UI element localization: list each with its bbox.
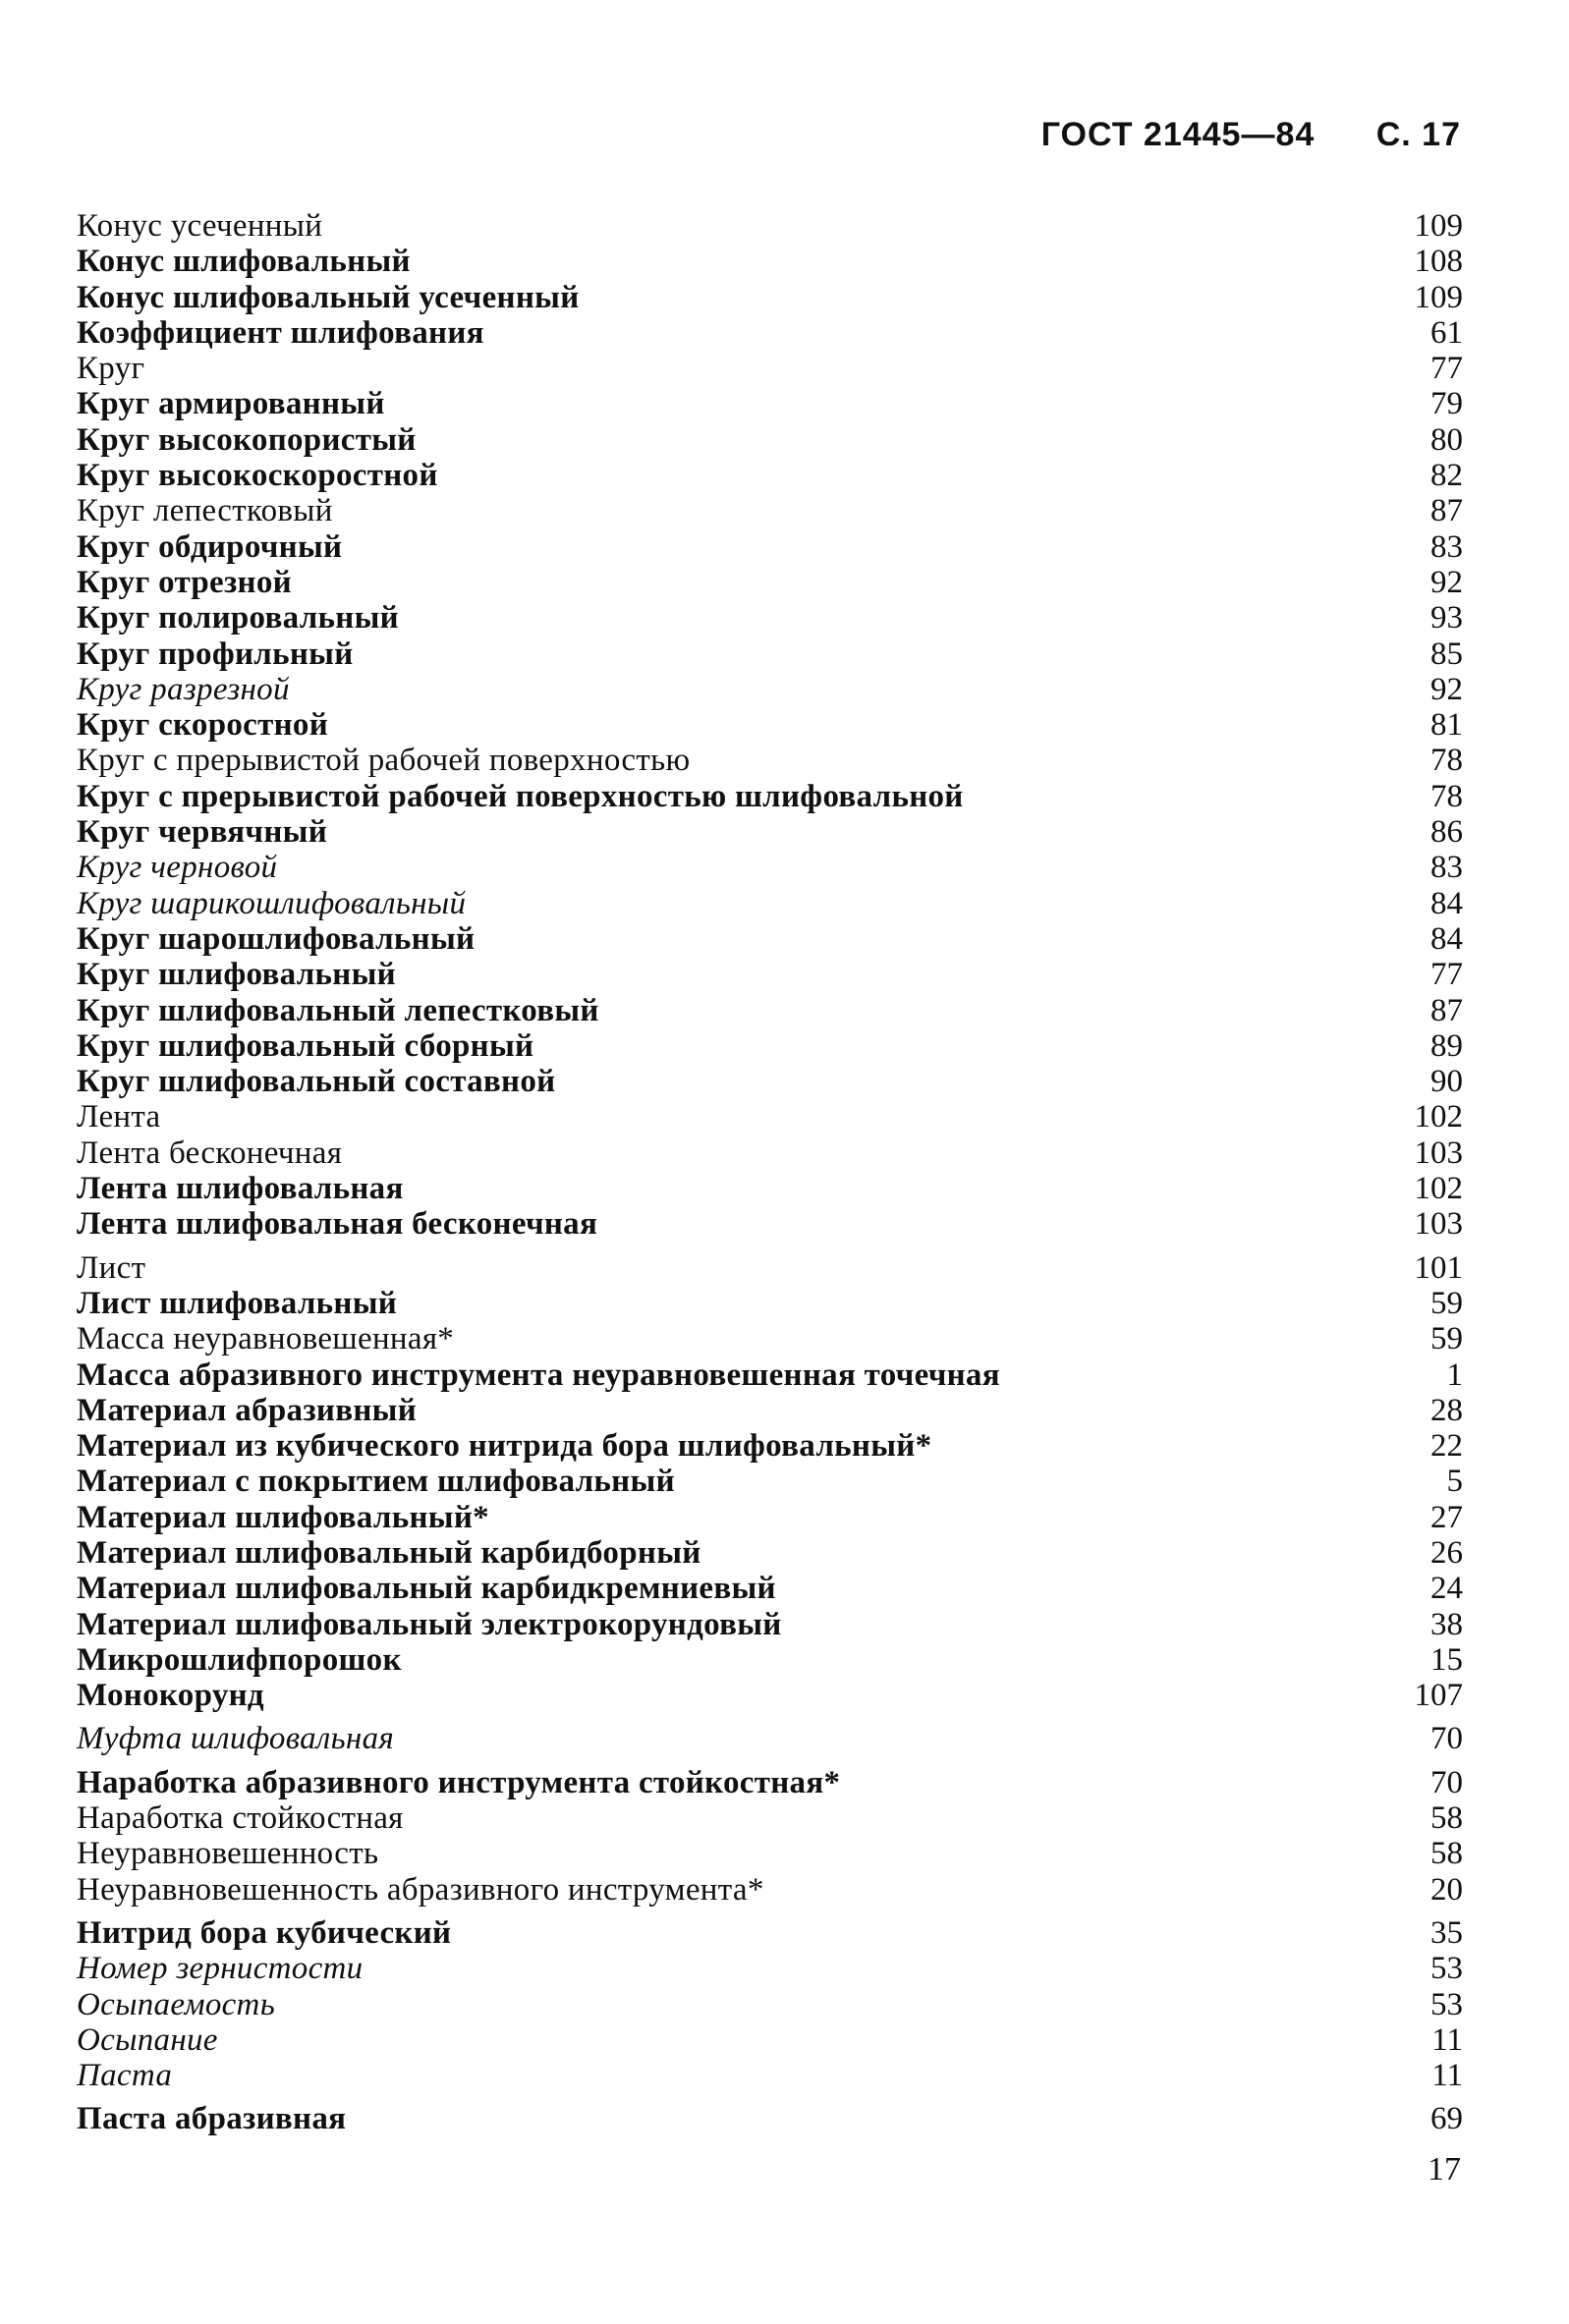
index-term: Материал шлифовальный электрокорундовый — [77, 1606, 782, 1642]
index-entry — [77, 2058, 1463, 2093]
index-page-ref: 87 — [1430, 992, 1463, 1028]
index-page-ref: 77 — [1430, 351, 1463, 387]
index-page-ref: 92 — [1430, 671, 1463, 707]
index-term: Материал шлифовальный* — [77, 1499, 489, 1535]
index-entry — [77, 957, 1463, 992]
index-page-ref: 109 — [1414, 279, 1463, 315]
index-term: Лента бесконечная — [77, 1134, 343, 1171]
index-entry — [77, 244, 1463, 279]
index-entry — [77, 2022, 1463, 2058]
index-page-ref: 83 — [1430, 528, 1463, 565]
index-term: Круг высокопористый — [77, 421, 417, 458]
index-entry — [77, 351, 1463, 386]
index-entry — [77, 1464, 1463, 1499]
index-page-ref: 86 — [1430, 814, 1463, 851]
index-term: Лист — [77, 1249, 146, 1286]
index-page-ref: 90 — [1430, 1064, 1463, 1100]
index-entry — [77, 850, 1463, 885]
index-term: Круг шлифовальный лепестковый — [77, 992, 599, 1028]
index-entry — [77, 1800, 1463, 1836]
index-entry — [77, 1500, 1463, 1535]
standard-code: ГОСТ 21445—84 — [1040, 116, 1316, 153]
index-page-ref: 78 — [1430, 778, 1463, 814]
index-term: Муфта шлифовальная — [77, 1721, 395, 1757]
index-term: Коэффициент шлифования — [77, 314, 484, 351]
index-term: Круг армированный — [77, 386, 385, 422]
index-entry — [77, 1321, 1463, 1356]
index-term: Монокорунд — [77, 1678, 264, 1714]
index-term: Материал из кубического нитрида бора шлифовальный* — [77, 1428, 932, 1465]
index-term: Номер зернистости — [77, 1951, 364, 1987]
index-page-ref: 107 — [1414, 1678, 1463, 1714]
index-page-ref: 38 — [1430, 1606, 1463, 1642]
index-entry — [77, 1765, 1463, 1800]
index-term: Неуравновешенность абразивного инструмента* — [77, 1871, 764, 1908]
index-term: Масса абразивного инструмента неуравновешенная точечная — [77, 1356, 1000, 1393]
index-entry — [77, 600, 1463, 636]
index-page-ref: 93 — [1430, 600, 1463, 636]
index-entry — [77, 993, 1463, 1028]
index-term: Круг червячный — [77, 814, 328, 851]
index-page-ref: 109 — [1414, 208, 1463, 244]
index-entry — [77, 1171, 1463, 1206]
index-entry — [77, 1642, 1463, 1678]
index-term: Круг — [77, 351, 145, 387]
index-page-ref: 58 — [1430, 1800, 1463, 1837]
index-page-ref: 92 — [1430, 564, 1463, 600]
index-page-ref: 61 — [1430, 314, 1463, 351]
index-entry — [77, 458, 1463, 493]
index-page-ref: 58 — [1430, 1836, 1463, 1872]
index-entry — [77, 1250, 1463, 1286]
index-page-ref: 70 — [1430, 1764, 1463, 1800]
index-page-ref: 108 — [1414, 244, 1463, 280]
index-page-ref: 103 — [1414, 1134, 1463, 1171]
index-entry — [77, 1099, 1463, 1134]
index-entry — [77, 1028, 1463, 1064]
index-page-ref: 101 — [1414, 1249, 1463, 1286]
index-page-ref: 20 — [1430, 1871, 1463, 1908]
index-entry — [77, 280, 1463, 315]
index-term: Лист шлифовальный — [77, 1285, 398, 1321]
index-page-ref: 78 — [1430, 743, 1463, 779]
index-page-ref: 26 — [1430, 1534, 1463, 1571]
index-entry — [77, 1987, 1463, 2022]
index-term: Материал с покрытием шлифовальный — [77, 1464, 675, 1500]
index-term: Неуравновешенность — [77, 1836, 379, 1872]
header-page-number: С. 17 — [1375, 116, 1461, 153]
index-page-ref: 103 — [1414, 1206, 1463, 1243]
index-term: Наработка абразивного инструмента стойкостная* — [77, 1764, 841, 1800]
index-term: Круг с прерывистой рабочей поверхностью — [77, 743, 691, 779]
index-entry — [77, 886, 1463, 921]
index-term: Круг профильный — [77, 636, 354, 672]
index-entry — [77, 565, 1463, 600]
index-entry — [77, 1393, 1463, 1428]
index-entry — [77, 1915, 1463, 1951]
index-term: Наработка стойкостная — [77, 1800, 404, 1837]
index-page-ref: 77 — [1430, 957, 1463, 993]
index-entry — [77, 1206, 1463, 1242]
index-entry — [77, 1064, 1463, 1099]
index-term: Лента — [77, 1099, 161, 1135]
index-entry — [77, 636, 1463, 672]
index-term: Круг скоростной — [77, 707, 329, 744]
index-entry — [77, 1535, 1463, 1571]
index-page-ref: 70 — [1430, 1721, 1463, 1757]
index-term: Материал абразивный — [77, 1392, 418, 1428]
index-entry — [77, 1286, 1463, 1321]
index-page-ref: 35 — [1430, 1914, 1463, 1951]
index-entry — [77, 743, 1463, 778]
index-term: Круг шарикошлифовальный — [77, 885, 467, 921]
index-page-ref: 28 — [1430, 1392, 1463, 1428]
index-page-ref: 59 — [1430, 1321, 1463, 1357]
index-term: Круг с прерывистой рабочей поверхностью шлифовальной — [77, 778, 964, 814]
index-page-ref: 69 — [1430, 2101, 1463, 2137]
index-page-ref: 24 — [1430, 1571, 1463, 1607]
index-term: Лента шлифовальная бесконечная — [77, 1206, 598, 1243]
index-entry — [77, 1571, 1463, 1606]
index-entry — [77, 1951, 1463, 1986]
index-term: Масса неуравновешенная* — [77, 1321, 455, 1357]
index-term: Круг шлифовальный составной — [77, 1064, 556, 1100]
index-page-ref: 5 — [1446, 1464, 1463, 1500]
index-page-ref: 11 — [1431, 2021, 1463, 2058]
index-page-ref: 22 — [1430, 1428, 1463, 1465]
index-page-ref: 87 — [1430, 493, 1463, 529]
index-term: Конус усеченный — [77, 208, 323, 244]
index-page-ref: 85 — [1430, 636, 1463, 672]
index-entry — [77, 1607, 1463, 1642]
index-entry — [77, 529, 1463, 565]
index-term: Круг разрезной — [77, 671, 290, 707]
index-page-ref: 1 — [1446, 1356, 1463, 1393]
index-term: Круг отрезной — [77, 564, 292, 600]
index-entry — [77, 422, 1463, 458]
index-page-ref: 11 — [1431, 2058, 1463, 2094]
index-page-ref: 53 — [1430, 1951, 1463, 1987]
index-term: Круг шлифовальный сборный — [77, 1027, 534, 1064]
index-term: Круг полировальный — [77, 600, 399, 636]
index-term: Микрошлифпорошок — [77, 1641, 402, 1678]
index-entry — [77, 1678, 1463, 1713]
index-term: Лента шлифовальная — [77, 1171, 404, 1207]
index-entry — [77, 672, 1463, 707]
index-entry — [77, 814, 1463, 850]
index-page-ref: 59 — [1430, 1285, 1463, 1321]
index-term: Круг шлифовальный — [77, 957, 396, 993]
index-entry — [77, 1428, 1463, 1464]
index-page-ref: 84 — [1430, 920, 1463, 957]
index-entry — [77, 1721, 1463, 1756]
index-entry — [77, 707, 1463, 743]
index-page-ref: 89 — [1430, 1027, 1463, 1064]
index-page-ref: 15 — [1430, 1641, 1463, 1678]
index-entry — [77, 779, 1463, 814]
index-term: Круг высокоскоростной — [77, 458, 438, 494]
index-entry — [77, 493, 1463, 528]
index-entry — [77, 1357, 1463, 1393]
index-page-ref: 27 — [1430, 1499, 1463, 1535]
index-term: Круг шарошлифовальный — [77, 920, 476, 957]
index-page-ref: 53 — [1430, 1986, 1463, 2022]
index-entry — [77, 2101, 1463, 2136]
index-term: Нитрид бора кубический — [77, 1914, 452, 1951]
index-entry — [77, 1872, 1463, 1908]
index-entry — [77, 315, 1463, 351]
index-term: Осыпаемость — [77, 1986, 276, 2022]
index-page-ref: 82 — [1430, 458, 1463, 494]
index-page-ref: 83 — [1430, 850, 1463, 886]
index-page-ref: 81 — [1430, 707, 1463, 744]
index-entry — [77, 1836, 1463, 1871]
index-term: Паста — [77, 2058, 173, 2094]
page-header — [1041, 116, 1461, 154]
index-entry — [77, 1135, 1463, 1171]
index-page-ref: 80 — [1430, 421, 1463, 458]
index-term: Круг лепестковый — [77, 493, 333, 529]
index-term: Осыпание — [77, 2021, 218, 2058]
index-page-ref: 102 — [1414, 1099, 1463, 1135]
index-page-ref: 79 — [1430, 386, 1463, 422]
index-term: Паста абразивная — [77, 2101, 347, 2137]
index-term: Материал шлифовальный карбидборный — [77, 1534, 701, 1571]
footer-page-number: 17 — [1428, 2151, 1461, 2187]
index-term: Круг черновой — [77, 850, 278, 886]
index-entry — [77, 921, 1463, 957]
index-page-ref: 102 — [1414, 1171, 1463, 1207]
index-term: Конус шлифовальный — [77, 244, 411, 280]
index-term: Круг обдирочный — [77, 528, 343, 565]
index-term: Конус шлифовальный усеченный — [77, 279, 580, 315]
index-entry — [77, 208, 1463, 244]
subject-index-list — [77, 208, 1463, 2137]
index-page-ref: 84 — [1430, 885, 1463, 921]
index-entry — [77, 386, 1463, 421]
index-term: Материал шлифовальный карбидкремниевый — [77, 1571, 776, 1607]
